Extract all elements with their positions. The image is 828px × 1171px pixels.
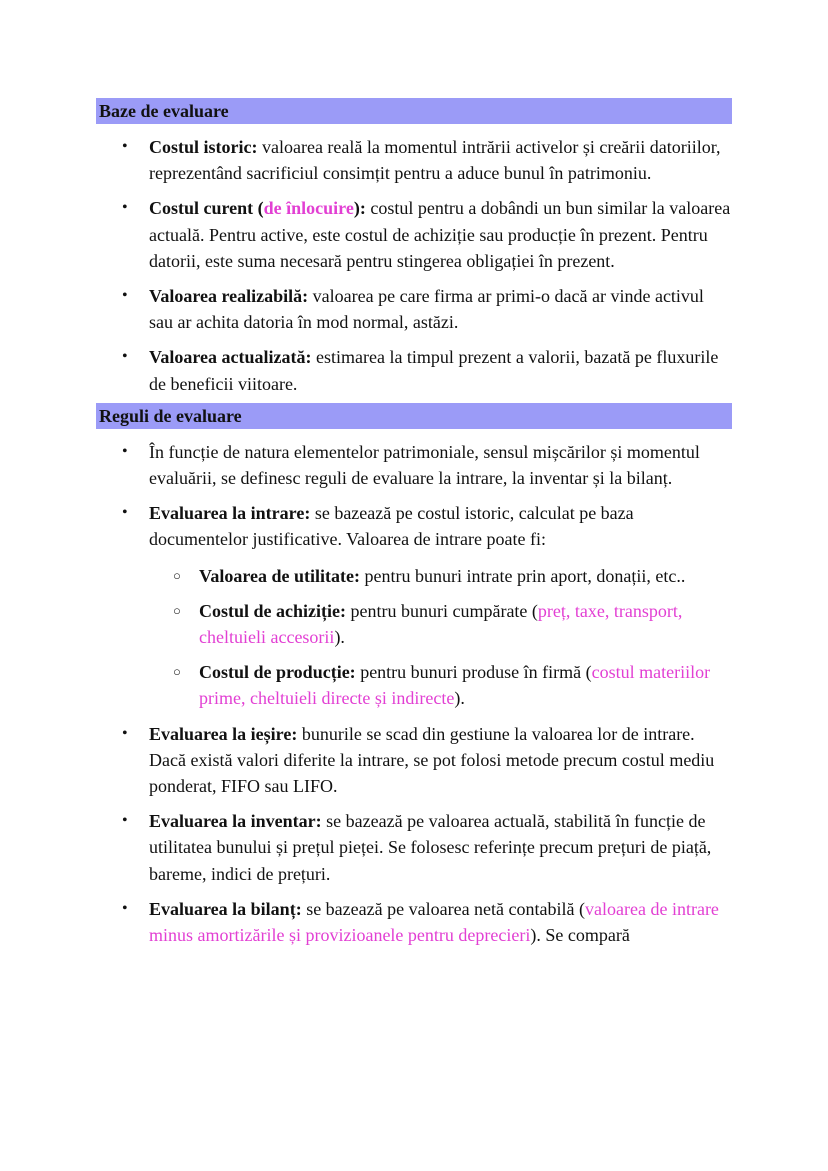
definition: pentru bunuri intrate prin aport, donații, etc.. — [359, 565, 686, 586]
definition: pentru bunuri cumpărate ( — [345, 600, 538, 621]
bullet-icon: • — [122, 442, 128, 460]
term: Costul de achiziție: — [199, 600, 346, 621]
bullet-icon: • — [122, 138, 128, 155]
term: Evaluarea la inventar: — [149, 811, 322, 832]
list-item-evaluarea-la-intrare — [96, 500, 732, 711]
section-header-baze-de-evaluare: Baze de evaluare — [96, 98, 732, 124]
term-suffix: ): — [353, 198, 366, 219]
list-item-evaluarea-la-inventar — [96, 808, 732, 887]
bullet-icon: • — [122, 812, 128, 830]
paragraph-text: În funcție de natura elementelor patrimoniale, sensul mișcărilor și momentul evaluării, se definesc reguli de evaluare la intrare, la inventar și la bilanț. — [149, 441, 700, 489]
term: Evaluarea la ieșire: — [149, 723, 298, 744]
list-item-costul-istoric — [96, 134, 732, 186]
term: Valoarea de utilitate: — [199, 565, 360, 586]
highlight-text: costul materiilor prime, cheltuieli directe și indirecte — [199, 662, 711, 709]
list-item-valoarea-realizabila — [96, 283, 732, 335]
list-item-evaluarea-la-bilant — [96, 896, 732, 948]
bullet-icon: • — [122, 348, 128, 366]
definition: valoarea reală la momentul intrării activelor și creării datoriilor, reprezentând sacrificiul consimțit pentru a aduce bunul în patrimoniu. — [149, 137, 721, 184]
definition: pentru bunuri produse în firmă ( — [355, 662, 592, 683]
bullet-icon: • — [122, 199, 128, 217]
term: Valoarea realizabilă: — [149, 286, 309, 307]
sublist-item-valoarea-de-utilitate — [149, 563, 732, 589]
document-page — [96, 98, 732, 948]
term: Costul de producție: — [199, 662, 356, 683]
term: Valoarea actualizată: — [149, 347, 312, 368]
term: Evaluarea la intrare: — [149, 503, 311, 524]
list-item-evaluarea-la-iesire — [96, 721, 732, 800]
rules-list — [96, 439, 732, 948]
bullet-icon: • — [122, 899, 128, 917]
highlight-text: valoarea de intrare minus amortizările și provizioanele pentru deprecieri — [149, 898, 719, 946]
definition: bunurile se scad din gestiune la valoarea lor de intrare. Dacă există valori diferite la intrare, se pot folosi metode precum costul mediu ponderat, FIFO sau LIFO. — [149, 723, 715, 797]
list-item-intro — [96, 439, 732, 491]
list-item-costul-curent — [96, 195, 732, 274]
list-item-valoarea-actualizata — [96, 344, 732, 396]
definition: estimarea la timpul prezent a valorii, bazată pe fluxurile de beneficii viitoare. — [149, 347, 719, 394]
bullet-icon: • — [122, 724, 128, 742]
highlight-text: preț, taxe, transport, cheltuieli accesorii — [199, 600, 683, 648]
section-header-reguli-de-evaluare: Reguli de evaluare — [96, 403, 732, 429]
definition-tail: ). — [454, 688, 465, 709]
circle-bullet-icon: ○ — [173, 567, 181, 583]
definition: valoarea pe care firma ar primi-o dacă ar vinde activul sau ar achita datoria în mod normal, astăzi. — [149, 286, 704, 333]
term-highlight: de înlocuire — [263, 198, 354, 219]
term: Evaluarea la bilanț: — [149, 898, 302, 919]
circle-bullet-icon: ○ — [173, 602, 181, 618]
definition-tail: ). — [334, 627, 345, 648]
bases-list — [96, 134, 732, 397]
definition-tail: ). Se compară — [530, 925, 630, 946]
definition: costul pentru a dobândi un bun similar la valoarea actuală. Pentru active, este costul de achiziție sau producție în prezent. Pentru datorii, este suma necesară pentru stingerea obligației în prezent. — [149, 198, 731, 271]
definition: se bazează pe costul istoric, calculat pe baza documentelor justificative. Valoarea de intrare poate fi: — [149, 503, 634, 550]
term-prefix: Costul curent ( — [149, 198, 264, 219]
bullet-icon: • — [122, 504, 128, 522]
definition: se bazează pe valoarea actuală, stabilită în funcție de utilitatea bunului și prețul pieței. Se folosesc referințe precum prețuri de piață, bareme, indici de prețuri. — [149, 811, 712, 884]
definition: se bazează pe valoarea netă contabilă ( — [301, 898, 586, 919]
term: Costul istoric: — [149, 137, 258, 157]
sublist-item-costul-de-achizitie — [149, 598, 732, 650]
entry-value-sublist — [149, 563, 732, 712]
bullet-icon: • — [122, 287, 128, 305]
circle-bullet-icon: ○ — [173, 664, 181, 680]
sublist-item-costul-de-productie — [149, 659, 732, 711]
term — [149, 198, 366, 218]
